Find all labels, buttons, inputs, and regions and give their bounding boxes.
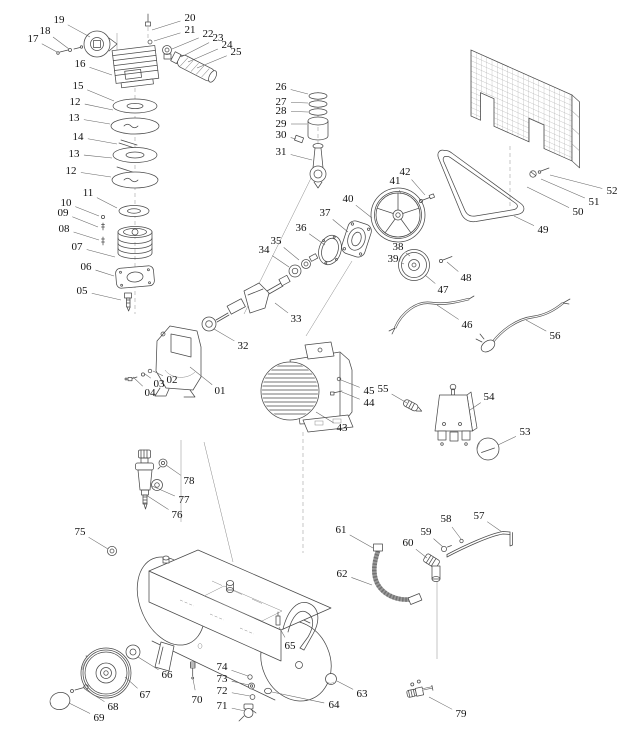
leader-line-73: [232, 681, 249, 685]
part-label-52: 52: [606, 185, 618, 197]
ring-28: [309, 109, 327, 115]
leader-line-35: [284, 247, 299, 260]
leader-line-72: [232, 693, 250, 696]
outlet-group: [374, 532, 513, 605]
valve-plate-13b: [113, 148, 157, 163]
leader-line-75: [89, 537, 108, 549]
part-label-75: 75: [74, 526, 86, 538]
belt-guard-50: [471, 50, 580, 177]
leader-line-59: [433, 539, 443, 547]
leader-line-08: [74, 232, 99, 240]
part-label-05: 05: [76, 285, 88, 297]
nut-59: [441, 546, 451, 552]
leader-line-31: [291, 154, 312, 160]
part-label-70: 70: [191, 694, 203, 706]
part-label-37: 37: [319, 207, 331, 219]
leader-line-79: [429, 697, 452, 709]
valve-plate-13: [111, 118, 159, 134]
leader-line-48: [447, 262, 458, 272]
part-label-21: 21: [184, 24, 196, 36]
part-label-13: 13: [68, 112, 80, 124]
part-label-66: 66: [161, 669, 173, 681]
part-label-69: 69: [93, 712, 105, 724]
part-label-17: 17: [27, 33, 39, 45]
leader-line-15: [87, 90, 114, 101]
gasket-06: [115, 265, 155, 288]
leader-line-71: [232, 708, 245, 711]
part-label-35: 35: [270, 235, 282, 247]
part-label-12: 12: [69, 96, 81, 108]
screw-02: [148, 369, 152, 373]
elbow-fitting-22: [163, 46, 172, 55]
leader-line-11: [97, 198, 117, 208]
part-label-10: 10: [60, 197, 72, 209]
leader-line-21: [154, 33, 180, 41]
part-label-68: 68: [107, 701, 119, 713]
part-label-09: 09: [57, 207, 69, 219]
part-label-60: 60: [402, 537, 414, 549]
part-label-12: 12: [65, 165, 77, 177]
leader-line-18: [53, 37, 69, 49]
part-label-06: 06: [80, 261, 92, 273]
part-label-77: 77: [178, 494, 190, 506]
part-label-15: 15: [72, 80, 84, 92]
washer-73: [249, 683, 255, 689]
screw-08: [102, 237, 105, 245]
part-label-62: 62: [336, 568, 348, 580]
outlet-pipe-57: [447, 532, 513, 558]
part-label-38: 38: [392, 241, 404, 253]
part-label-27: 27: [275, 96, 287, 108]
part-label-44: 44: [363, 397, 375, 409]
part-label-76: 76: [171, 509, 183, 521]
leader-line-69: [69, 703, 90, 714]
leader-line-78: [166, 465, 181, 475]
leader-line-12: [81, 172, 111, 177]
pin-10: [101, 215, 104, 218]
wires: [389, 296, 570, 354]
leader-line-46: [437, 305, 459, 319]
leader-line-49: [514, 216, 534, 226]
part-label-53: 53: [519, 426, 531, 438]
part-label-13: 13: [68, 148, 80, 160]
leader-line-62: [351, 577, 372, 585]
screw-51: [530, 171, 536, 177]
bolt-55: [402, 399, 423, 415]
part-label-04: 04: [144, 387, 156, 399]
part-label-74: 74: [216, 661, 228, 673]
part-label-43: 43: [336, 422, 348, 434]
hose-62: [374, 544, 422, 604]
part-label-47: 47: [437, 284, 449, 296]
part-label-67: 67: [139, 689, 151, 701]
part-label-51: 51: [588, 196, 600, 208]
plug-75: [107, 546, 116, 555]
piston-rod-group: [294, 93, 328, 188]
leader-line-66: [138, 657, 159, 670]
washer-72: [250, 695, 255, 700]
belt-49: [438, 150, 524, 222]
leader-line-20: [152, 21, 180, 30]
part-label-63: 63: [356, 688, 368, 700]
part-label-02: 02: [166, 374, 178, 386]
flywheel-41: [371, 188, 425, 242]
part-label-11: 11: [82, 187, 94, 199]
part-label-71: 71: [216, 700, 228, 712]
part-label-16: 16: [74, 58, 86, 70]
leader-line-56: [526, 320, 546, 331]
cylinder-head-group: [112, 14, 218, 88]
tank-bolt: [163, 556, 169, 563]
counterweight-33: [244, 283, 269, 313]
leader-line-27: [291, 102, 308, 103]
stud-70: [191, 662, 196, 679]
cap-78: [158, 459, 167, 469]
cap-69: [48, 690, 72, 712]
part-label-49: 49: [537, 224, 549, 236]
part-label-07: 07: [71, 241, 83, 253]
bolt-48: [439, 257, 452, 263]
part-label-46: 46: [461, 319, 473, 331]
leader-line-55: [392, 394, 407, 403]
leader-line-13: [84, 120, 110, 124]
leader-line-74: [231, 670, 248, 676]
part-label-78: 78: [183, 475, 195, 487]
part-label-01: 01: [214, 385, 226, 397]
power-cord-56: [476, 299, 570, 354]
drain-port-64: [265, 688, 272, 694]
part-label-39: 39: [387, 253, 399, 265]
leader-line-63: [337, 681, 353, 689]
leader-line-40: [356, 205, 372, 218]
part-label-55: 55: [377, 383, 389, 395]
leader-line-07: [87, 250, 115, 257]
silencer-23-25: [170, 50, 218, 83]
pressure-switch-54: [435, 384, 477, 445]
part-label-29: 29: [275, 118, 287, 130]
part-label-26: 26: [275, 81, 287, 93]
washer-03: [141, 373, 144, 376]
leader-line-16: [89, 67, 112, 75]
leader-line-47: [425, 275, 435, 284]
plug-63: [326, 674, 337, 685]
leader-line-22: [172, 38, 199, 49]
leader-line-09: [72, 217, 98, 227]
leader-line-58: [452, 527, 461, 539]
elbow-fitting-60: [423, 553, 440, 581]
leader-line-34: [272, 256, 289, 267]
gasket-11: [119, 206, 149, 217]
ring-26: [309, 93, 327, 99]
part-label-08: 08: [58, 223, 70, 235]
leader-line-37: [333, 219, 348, 232]
leader-line-14: [88, 139, 117, 144]
part-label-25: 25: [230, 46, 242, 58]
bolt-52: [538, 168, 549, 173]
part-label-54: 54: [483, 391, 495, 403]
leader-line-25: [197, 56, 227, 68]
leader-line-50: [527, 187, 569, 208]
leader-line-26: [291, 90, 308, 94]
part-label-56: 56: [549, 330, 561, 342]
part-label-18: 18: [39, 25, 51, 37]
part-label-61: 61: [335, 524, 347, 536]
ring-27: [309, 101, 327, 107]
washer-21: [148, 40, 152, 44]
part-label-19: 19: [53, 14, 65, 26]
part-label-30: 30: [275, 129, 287, 141]
part-label-73: 73: [216, 673, 228, 685]
valve-stack: [101, 99, 159, 311]
leader-line-51: [541, 179, 585, 198]
screw-09: [102, 223, 105, 230]
motor-43: [261, 342, 353, 432]
leader-line-32: [214, 329, 234, 341]
knob-77: [152, 480, 163, 491]
leader-line-17: [42, 44, 57, 52]
bearing-32: [202, 317, 216, 331]
part-label-36: 36: [295, 222, 307, 234]
drain-fitting-79: [405, 678, 434, 699]
part-label-14: 14: [72, 131, 84, 143]
connecting-rod-31: [310, 144, 326, 189]
leader-line-19: [68, 25, 90, 37]
part-label-22: 22: [202, 28, 214, 40]
part-label-41: 41: [389, 175, 401, 187]
leader-line-04: [133, 377, 143, 386]
leader-line-12: [85, 104, 113, 110]
part-label-79: 79: [455, 708, 467, 720]
part-label-31: 31: [275, 146, 287, 158]
part-label-42: 42: [399, 166, 411, 178]
part-label-45: 45: [363, 385, 375, 397]
part-label-48: 48: [460, 272, 472, 284]
seal-35: [302, 260, 311, 269]
leader-line-57: [487, 522, 502, 532]
leader-line-13: [84, 155, 112, 158]
leader-line-33: [275, 303, 288, 313]
pulley-group: [399, 250, 453, 281]
bearing-34: [289, 265, 301, 277]
leader-line-70: [193, 679, 195, 690]
part-label-50: 50: [572, 206, 584, 218]
leg-bracket: [155, 642, 174, 671]
washer-58: [460, 539, 463, 542]
leader-line-61: [350, 535, 373, 548]
part-label-23: 23: [212, 32, 224, 44]
part-label-20: 20: [184, 12, 196, 24]
part-label-64: 64: [328, 699, 340, 711]
leader-line-28: [291, 111, 308, 112]
regulator-group: [136, 450, 168, 509]
washer-66: [126, 645, 140, 659]
air-filter: [57, 31, 117, 57]
fitting-05: [125, 293, 132, 311]
part-label-57: 57: [473, 510, 485, 522]
part-label-33: 33: [290, 313, 302, 325]
leader-line-76: [146, 495, 169, 510]
gauge-53: [477, 438, 499, 460]
leader-line-60: [416, 549, 427, 558]
part-label-58: 58: [440, 513, 452, 525]
gasket-12: [112, 172, 158, 188]
leader-line-06: [96, 270, 114, 276]
part-label-03: 03: [153, 378, 165, 390]
part-label-32: 32: [237, 340, 249, 352]
part-label-59: 59: [420, 526, 432, 538]
leader-line-77: [152, 486, 175, 496]
part-label-28: 28: [275, 105, 287, 117]
part-label-24: 24: [221, 39, 233, 51]
part-label-65: 65: [284, 640, 296, 652]
leader-line-03: [145, 374, 151, 378]
leader-line-53: [498, 436, 516, 445]
drain-cock-71: [239, 704, 256, 721]
washer-74: [248, 675, 252, 679]
gasket-15: [113, 99, 157, 113]
leader-line-10: [75, 207, 99, 216]
gasket-36: [315, 232, 345, 267]
part-label-40: 40: [342, 193, 354, 205]
bearing-plate-37: [340, 219, 373, 259]
leader-line-36: [309, 234, 325, 245]
head-16: [112, 45, 159, 88]
part-label-72: 72: [216, 685, 228, 697]
part-label-34: 34: [258, 244, 270, 256]
leader-line-05: [92, 293, 121, 300]
